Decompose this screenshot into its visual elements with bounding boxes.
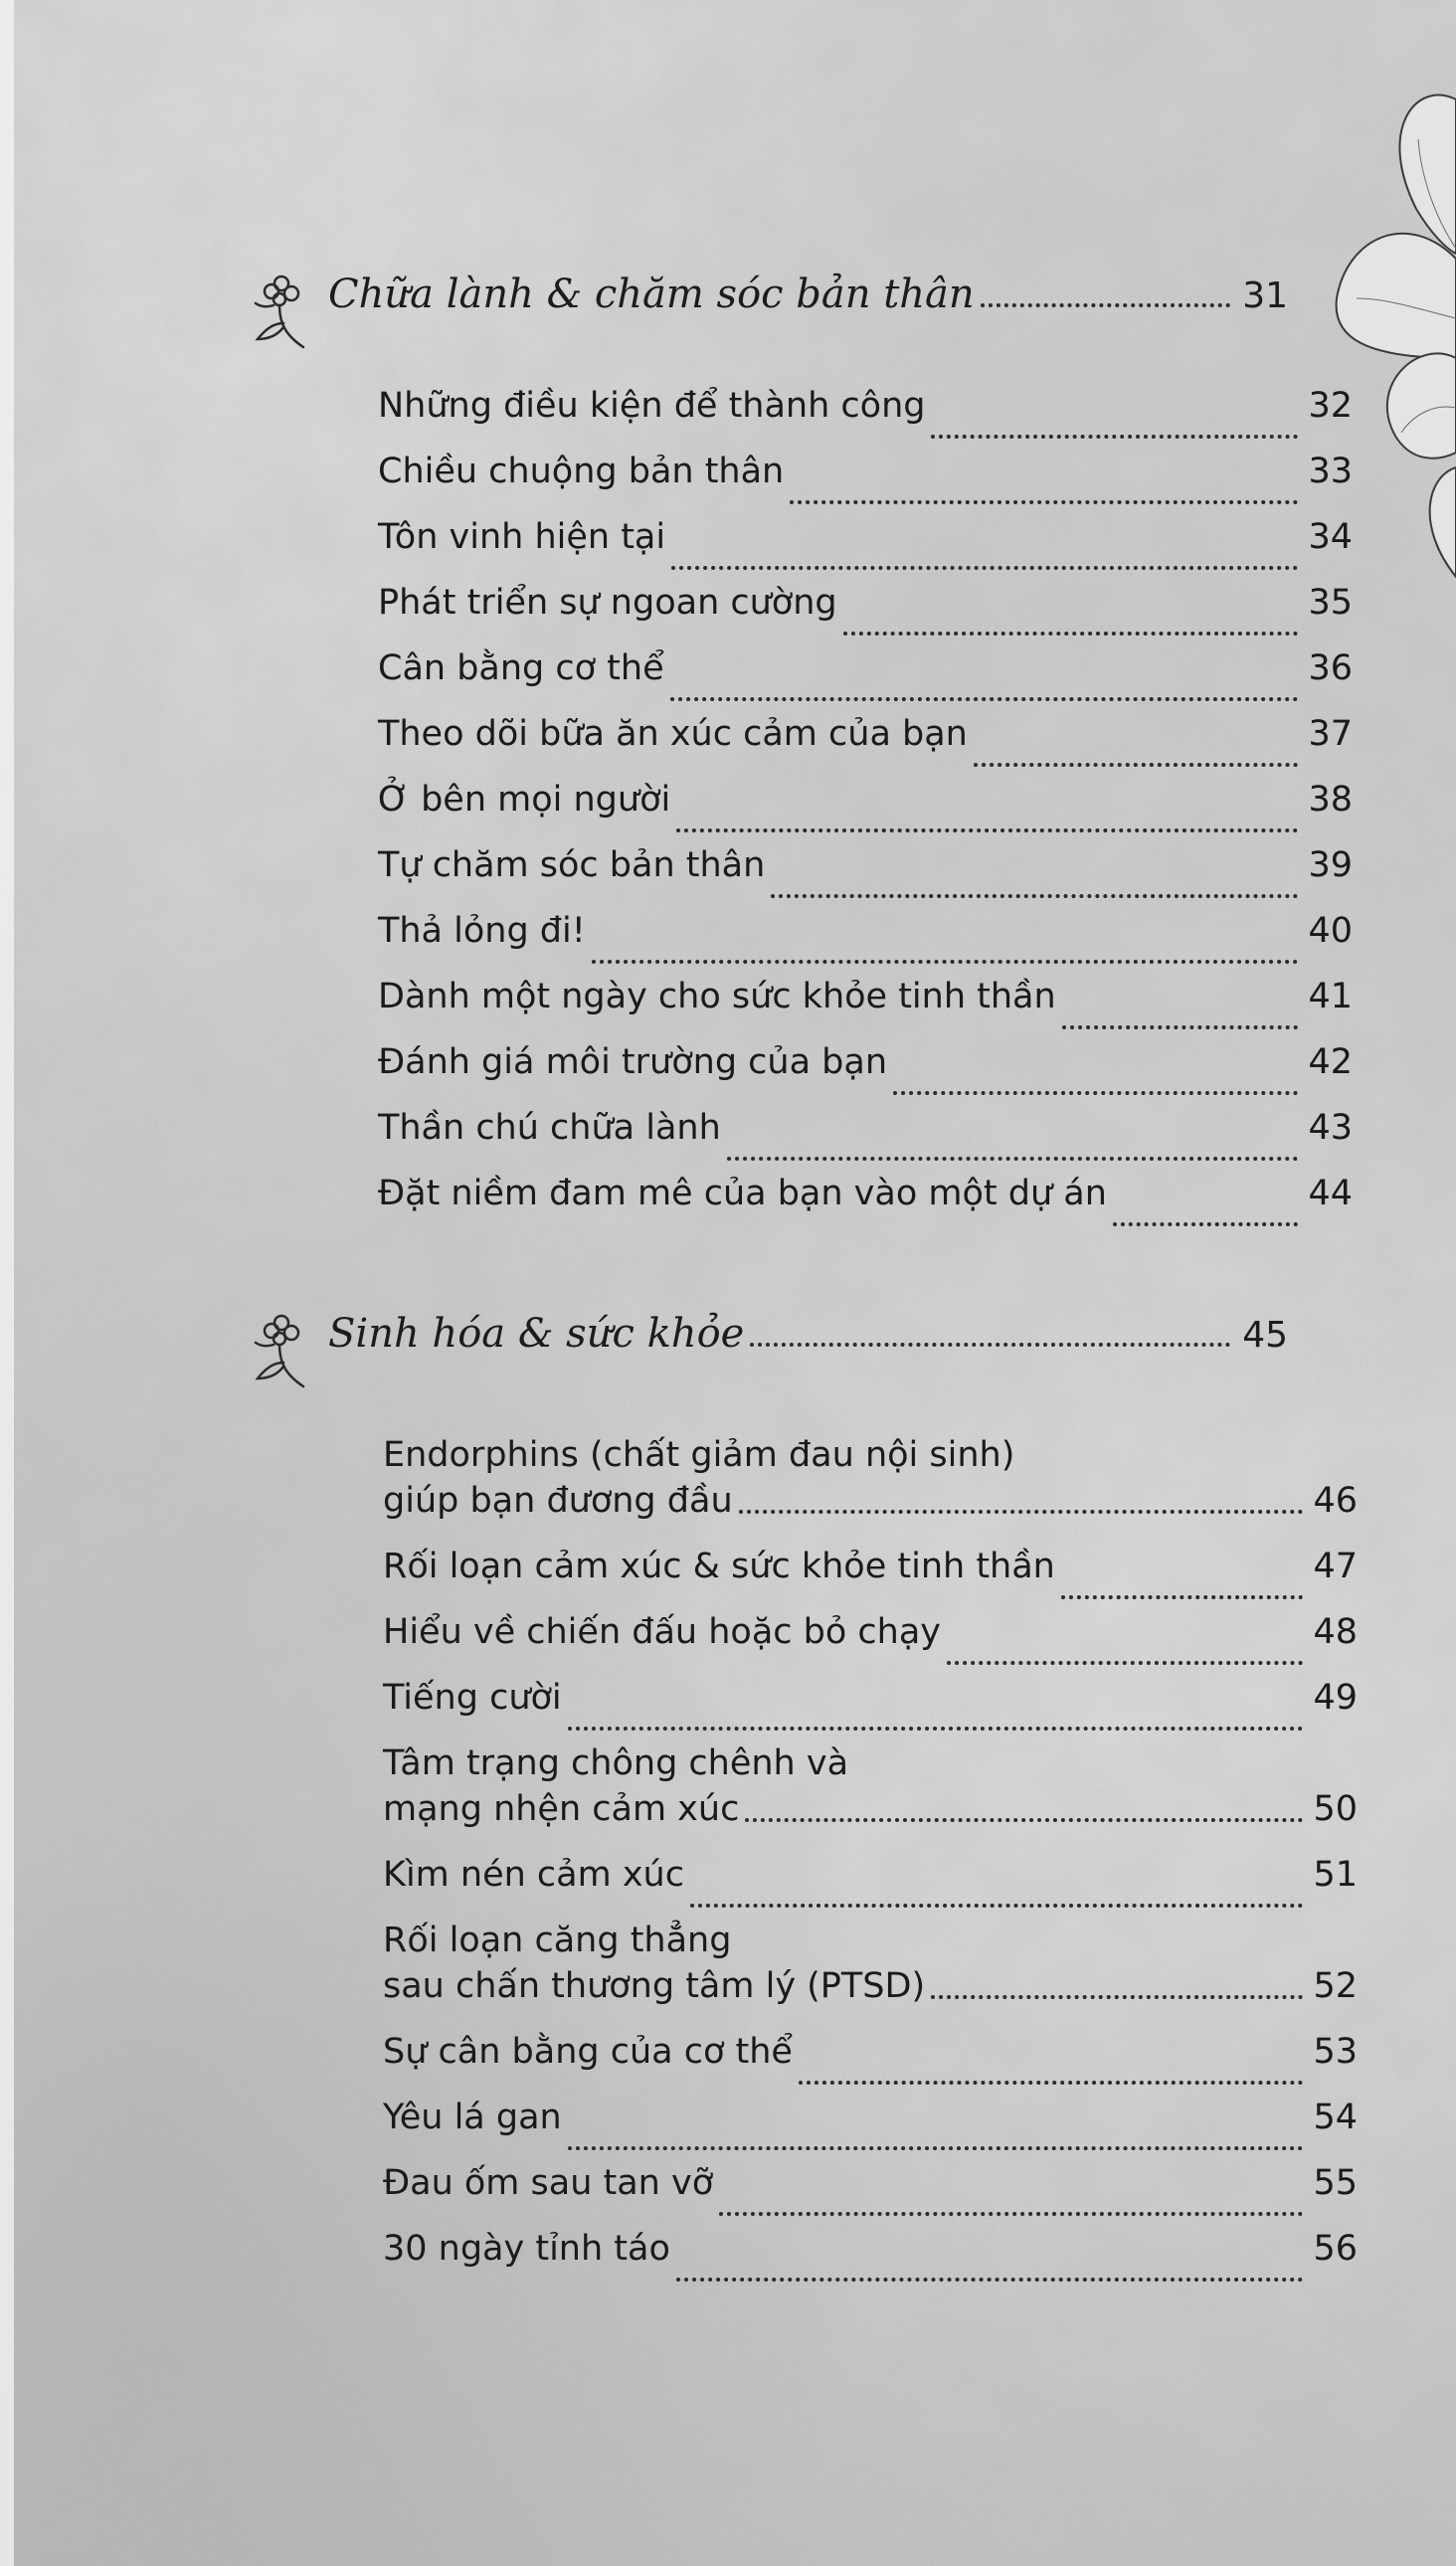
section-page-number: 45 (1242, 1315, 1288, 1356)
toc-item-label: Tự chăm sóc bản thân (378, 845, 766, 885)
toc-item-page: 34 (1308, 517, 1353, 557)
toc-item[interactable] (383, 2095, 1358, 2160)
section-page-number: 31 (1242, 275, 1288, 316)
toc-item-page: 42 (1308, 1042, 1353, 1082)
toc-item-page: 40 (1308, 911, 1353, 951)
dot-leader (771, 894, 1298, 898)
flower-icon (244, 264, 323, 353)
toc-item[interactable] (378, 580, 1353, 645)
toc-item[interactable] (383, 2160, 1358, 2226)
toc-item[interactable] (378, 645, 1353, 711)
toc-item-label: Đánh giá môi trường của bạn (378, 1042, 888, 1082)
dot-leader (719, 2212, 1303, 2216)
toc-item-page: 54 (1313, 2098, 1358, 2137)
toc-item-label: Cân bằng cơ thể (378, 648, 664, 688)
section-heading (244, 264, 1348, 353)
dot-leader (690, 1904, 1303, 1908)
toc-item-label: mạng nhện cảm xúc (383, 1789, 740, 1829)
toc-item[interactable] (378, 842, 1353, 908)
toc-list-section-1 (378, 383, 1353, 1236)
toc-item-label-line1: Endorphins (chất giảm đau nội sinh) (383, 1435, 1015, 1475)
dot-leader (974, 763, 1299, 767)
toc-item-page: 48 (1313, 1612, 1358, 1652)
dot-leader (670, 697, 1299, 701)
toc-item[interactable] (378, 974, 1353, 1039)
flower-icon (244, 1303, 323, 1392)
toc-item-page: 43 (1308, 1108, 1353, 1148)
dot-leader (790, 500, 1298, 504)
toc-item[interactable] (378, 908, 1353, 974)
toc-item[interactable] (383, 2226, 1358, 2291)
dot-leader (568, 2146, 1304, 2150)
dot-leader (727, 1157, 1299, 1161)
toc-item-label: Ở bên mọi người (378, 780, 671, 820)
dot-leader (750, 1343, 1230, 1347)
toc-item-page: 53 (1313, 2032, 1358, 2072)
toc-item-label: Những điều kiện để thành công (378, 386, 926, 426)
dot-leader (676, 2278, 1304, 2282)
toc-item-label: Rối loạn cảm xúc & sức khỏe tinh thần (383, 1547, 1055, 1586)
toc-item[interactable] (378, 711, 1353, 777)
toc-item-label: Tôn vinh hiện tại (378, 517, 666, 557)
toc-item[interactable] (383, 1675, 1358, 1741)
toc-item-page: 41 (1308, 977, 1353, 1016)
toc-item[interactable] (383, 1741, 1358, 1852)
section-title[interactable]: Sinh hóa & sức khỏe (328, 1311, 745, 1357)
toc-item[interactable] (383, 1852, 1358, 1918)
toc-item-page: 32 (1308, 386, 1353, 426)
toc-item[interactable] (378, 777, 1353, 842)
toc-list-section-2 (383, 1432, 1358, 2291)
dot-leader (843, 632, 1299, 636)
toc-item-page: 46 (1313, 1481, 1358, 1521)
toc-item-page: 56 (1313, 2229, 1358, 2269)
toc-item-label: Sự cân bằng của cơ thể (383, 2032, 793, 2072)
toc-item-page: 49 (1313, 1678, 1358, 1718)
toc-item-label: 30 ngày tỉnh táo (383, 2229, 670, 2269)
dot-leader (931, 435, 1298, 439)
dot-leader (1061, 1595, 1304, 1599)
dot-leader (947, 1661, 1303, 1665)
toc-item-page: 51 (1313, 1855, 1358, 1895)
dot-leader (739, 1510, 1304, 1514)
dot-leader (592, 960, 1299, 964)
toc-item-label-line1: Tâm trạng chông chênh và (383, 1743, 849, 1783)
toc-item-page: 52 (1313, 1966, 1358, 2006)
toc-item[interactable] (383, 2029, 1358, 2095)
toc-item[interactable] (378, 383, 1353, 449)
toc-item-label: Yêu lá gan (383, 2098, 562, 2137)
toc-item-page: 55 (1313, 2163, 1358, 2203)
toc-item[interactable] (383, 1609, 1358, 1675)
dot-leader (931, 1995, 1303, 1999)
toc-item-label: Chiều chuộng bản thân (378, 452, 785, 491)
toc-item[interactable] (378, 1171, 1353, 1236)
toc-item[interactable] (383, 1432, 1358, 1544)
toc-item-page: 44 (1308, 1174, 1353, 1213)
dot-leader (671, 566, 1298, 570)
toc-item-page: 50 (1313, 1789, 1358, 1829)
toc-item-label: Dành một ngày cho sức khỏe tinh thần (378, 977, 1056, 1016)
toc-item[interactable] (378, 1105, 1353, 1171)
toc-item-label: Thả lỏng đi! (378, 911, 586, 951)
toc-item-label: Tiếng cười (383, 1678, 562, 1718)
toc-item-label-line1: Rối loạn căng thẳng (383, 1921, 732, 1960)
toc-item-page: 35 (1308, 583, 1353, 623)
dot-leader (981, 303, 1231, 307)
toc-item-label: Kìm nén cảm xúc (383, 1855, 684, 1895)
toc-item[interactable] (383, 1544, 1358, 1609)
toc-item-label: Hiểu về chiến đấu hoặc bỏ chạy (383, 1612, 941, 1652)
toc-item-label: Phát triển sự ngoan cường (378, 583, 837, 623)
dot-leader (1062, 1025, 1299, 1029)
dot-leader (568, 1727, 1304, 1731)
toc-item-label: Theo dõi bữa ăn xúc cảm của bạn (378, 714, 968, 754)
section-heading (244, 1303, 1348, 1392)
dot-leader (799, 2081, 1304, 2085)
dot-leader (893, 1091, 1298, 1095)
toc-item[interactable] (378, 1039, 1353, 1105)
dot-leader (676, 828, 1298, 832)
toc-item-page: 47 (1313, 1547, 1358, 1586)
toc-item[interactable] (378, 514, 1353, 580)
toc-item-label: Thần chú chữa lành (378, 1108, 721, 1148)
toc-item-page: 38 (1308, 780, 1353, 820)
toc-item-page: 36 (1308, 648, 1353, 688)
toc-item-label: sau chấn thương tâm lý (PTSD) (383, 1966, 926, 2006)
toc-item-label: Đau ốm sau tan vỡ (383, 2163, 714, 2203)
dot-leader (1113, 1222, 1299, 1226)
dot-leader (745, 1818, 1303, 1822)
section-title[interactable]: Chữa lành & chăm sóc bản thân (328, 272, 975, 317)
toc-item-page: 33 (1308, 452, 1353, 491)
toc-item-label: Đặt niềm đam mê của bạn vào một dự án (378, 1174, 1107, 1213)
toc-item-label: giúp bạn đương đầu (383, 1481, 733, 1521)
toc-item-page: 37 (1308, 714, 1353, 754)
toc-item[interactable] (378, 449, 1353, 514)
toc-item[interactable] (383, 1918, 1358, 2029)
toc-item-page: 39 (1308, 845, 1353, 885)
